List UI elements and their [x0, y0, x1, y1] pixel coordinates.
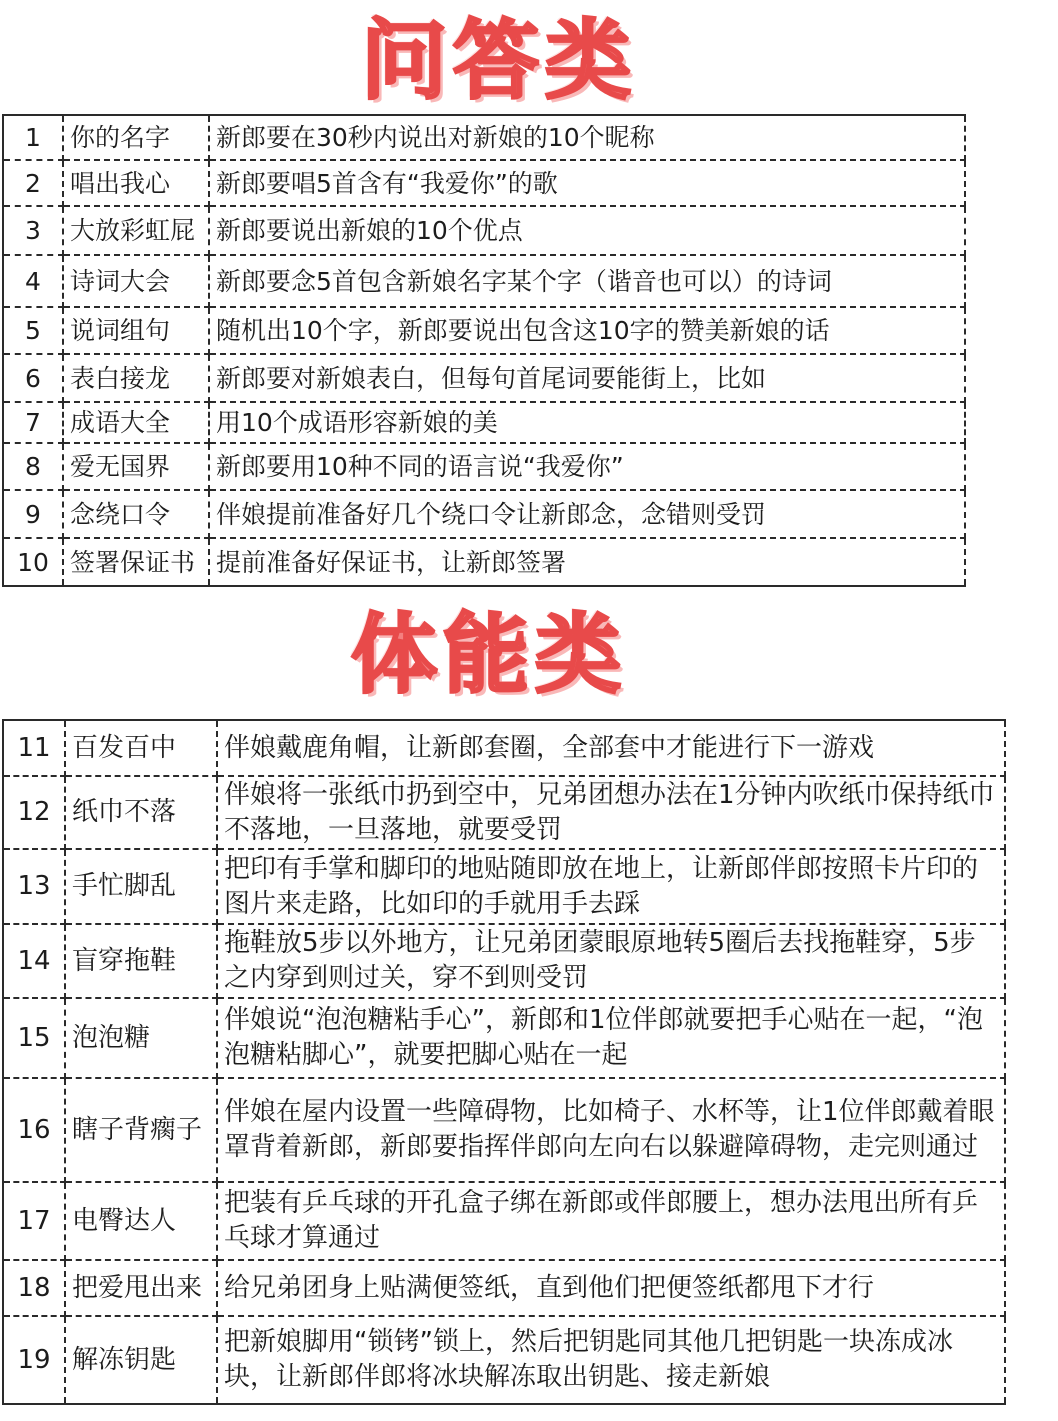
physical-games-table — [2, 719, 1006, 1405]
section-title-physical: 体能类 — [351, 605, 627, 705]
game-description: 把印有手掌和脚印的地贴随即放在地上，让新郎伴郎按照卡片印的图片来走路，比如印的手就用手去踩 — [217, 849, 1005, 924]
game-name: 电臀达人 — [65, 1182, 217, 1260]
row-number: 3 — [3, 206, 63, 255]
table-row — [3, 255, 965, 307]
row-number: 4 — [3, 255, 63, 307]
game-description: 拖鞋放5步以外地方，让兄弟团蒙眼原地转5圈后去找拖鞋穿，5步之内穿到则过关，穿不到则受罚 — [217, 924, 1005, 998]
row-number: 6 — [3, 354, 63, 402]
game-description: 把新娘脚用“锁铐”锁上，然后把钥匙同其他几把钥匙一块冻成冰块，让新郎伴郎将冰块解冻取出钥匙、接走新娘 — [217, 1316, 1005, 1404]
game-name: 盲穿拖鞋 — [65, 924, 217, 998]
game-description: 伴娘戴鹿角帽，让新郎套圈，全部套中才能进行下一游戏 — [217, 720, 1005, 776]
row-number: 10 — [3, 538, 63, 586]
game-name: 表白接龙 — [63, 354, 209, 402]
game-name: 百发百中 — [65, 720, 217, 776]
row-number: 13 — [3, 849, 65, 924]
game-name: 大放彩虹屁 — [63, 206, 209, 255]
game-description: 伴娘说“泡泡糖粘手心”，新郎和1位伴郎就要把手心贴在一起，“泡泡糖粘脚心”，就要把脚心贴在一起 — [217, 998, 1005, 1078]
game-name: 解冻钥匙 — [65, 1316, 217, 1404]
game-name: 说词组句 — [63, 307, 209, 354]
table-row — [3, 1260, 1005, 1316]
row-number: 15 — [3, 998, 65, 1078]
game-description: 新郎要对新娘表白，但每句首尾词要能街上，比如 — [209, 354, 965, 402]
game-name: 念绕口令 — [63, 490, 209, 538]
game-name: 手忙脚乱 — [65, 849, 217, 924]
row-number: 12 — [3, 776, 65, 849]
game-description: 用10个成语形容新娘的美 — [209, 402, 965, 443]
table-row — [3, 1078, 1005, 1182]
game-description: 新郎要说出新娘的10个优点 — [209, 206, 965, 255]
table-row — [3, 924, 1005, 998]
table-row — [3, 538, 965, 586]
row-number: 19 — [3, 1316, 65, 1404]
table-row — [3, 1182, 1005, 1260]
game-name: 把爱甩出来 — [65, 1260, 217, 1316]
game-description: 给兄弟团身上贴满便签纸，直到他们把便签纸都甩下才行 — [217, 1260, 1005, 1316]
row-number: 18 — [3, 1260, 65, 1316]
game-name: 成语大全 — [63, 402, 209, 443]
table-row — [3, 490, 965, 538]
row-number: 9 — [3, 490, 63, 538]
table-row — [3, 998, 1005, 1078]
game-name: 你的名字 — [63, 115, 209, 160]
row-number: 16 — [3, 1078, 65, 1182]
row-number: 17 — [3, 1182, 65, 1260]
game-name: 诗词大会 — [63, 255, 209, 307]
game-description: 新郎要念5首包含新娘名字某个字（谐音也可以）的诗词 — [209, 255, 965, 307]
row-number: 8 — [3, 443, 63, 490]
table-row — [3, 354, 965, 402]
table-row — [3, 1316, 1005, 1404]
row-number: 7 — [3, 402, 63, 443]
game-name: 泡泡糖 — [65, 998, 217, 1078]
row-number: 11 — [3, 720, 65, 776]
table-row — [3, 160, 965, 206]
game-name: 签署保证书 — [63, 538, 209, 586]
game-description: 随机出10个字，新郎要说出包含这10字的赞美新娘的话 — [209, 307, 965, 354]
game-name: 纸巾不落 — [65, 776, 217, 849]
section-title-qa: 问答类 — [361, 11, 637, 111]
game-name: 瞎子背瘸子 — [65, 1078, 217, 1182]
table-row — [3, 307, 965, 354]
table-row — [3, 849, 1005, 924]
table-row — [3, 776, 1005, 849]
game-description: 新郎要用10种不同的语言说“我爱你” — [209, 443, 965, 490]
table-row — [3, 402, 965, 443]
game-name: 爱无国界 — [63, 443, 209, 490]
table-row — [3, 720, 1005, 776]
game-description: 提前准备好保证书，让新郎签署 — [209, 538, 965, 586]
game-description: 把装有乒乓球的开孔盒子绑在新郎或伴郎腰上，想办法甩出所有乒乓球才算通过 — [217, 1182, 1005, 1260]
row-number: 2 — [3, 160, 63, 206]
row-number: 5 — [3, 307, 63, 354]
table-row — [3, 443, 965, 490]
row-number: 1 — [3, 115, 63, 160]
game-description: 伴娘提前准备好几个绕口令让新郎念，念错则受罚 — [209, 490, 965, 538]
qa-games-table — [2, 114, 966, 587]
game-description: 新郎要唱5首含有“我爱你”的歌 — [209, 160, 965, 206]
row-number: 14 — [3, 924, 65, 998]
game-description: 新郎要在30秒内说出对新娘的10个昵称 — [209, 115, 965, 160]
game-description: 伴娘在屋内设置一些障碍物，比如椅子、水杯等，让1位伴郎戴着眼罩背着新郎，新郎要指挥伴郎向左向右以躲避障碍物，走完则通过 — [217, 1078, 1005, 1182]
table-row — [3, 206, 965, 255]
game-name: 唱出我心 — [63, 160, 209, 206]
table-row — [3, 115, 965, 160]
game-description: 伴娘将一张纸巾扔到空中，兄弟团想办法在1分钟内吹纸巾保持纸巾不落地，一旦落地，就要受罚 — [217, 776, 1005, 849]
